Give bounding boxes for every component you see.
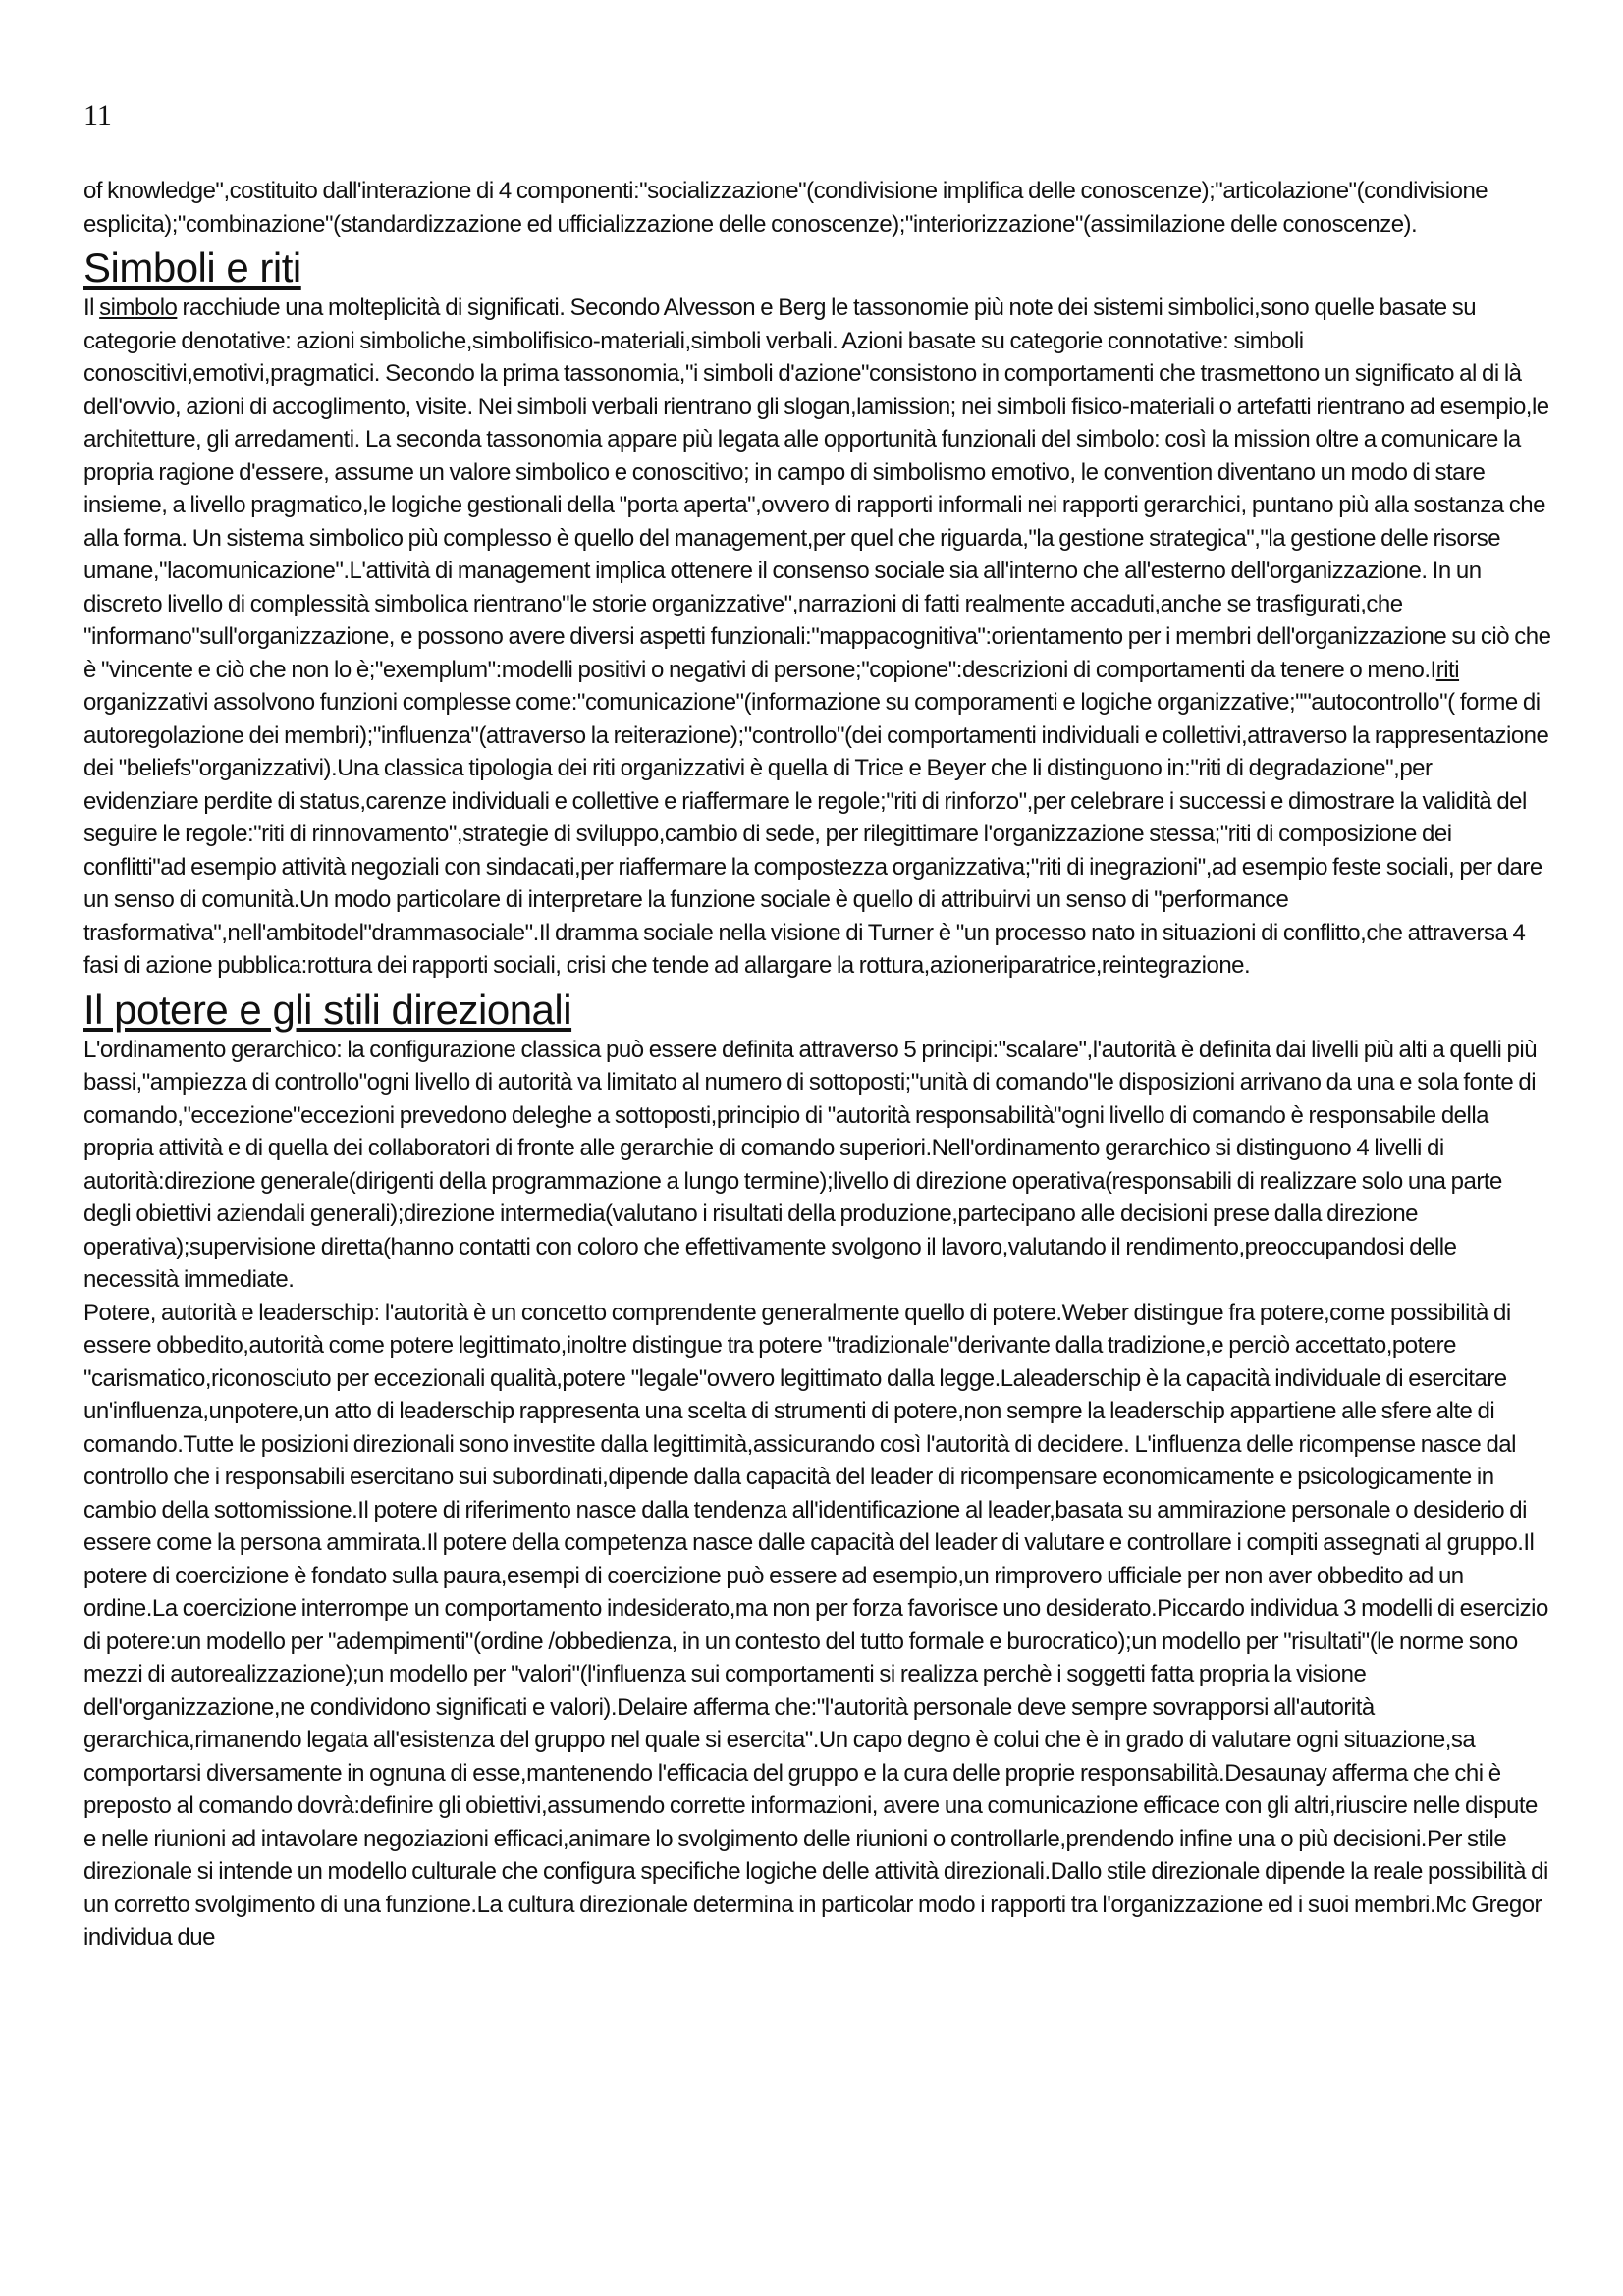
simbolo-link[interactable]: simbolo	[99, 294, 178, 321]
intro-paragraph: of knowledge",costituito dall'interazione di 4 componenti:"socializzazione"(condivisione implifica delle conoscenze);"articolazione"(condivisione esplicita);"combinazione"(standardizzazione ed ufficializzazione delle conoscenze);"interiorizzazione"(assimilazione delle conoscenze).	[83, 178, 1488, 238]
simboli-body: racchiude una molteplicità di significati. Secondo Alvesson e Berg le tassonomie più note dei sistemi simbolici,sono quelle basate su categorie denotative: azioni simboliche,simbolifisico-materiali,simboli verbali. Azioni basate su categorie connotative: simboli conoscitivi,emotivi,pragmatici. Secondo la prima tassonomia,"i simboli d'azione"consistono in comportamenti che trasmettono un significato al di là dell'ovvio, azioni di accoglimento, visite. Nei simboli verbali rientrano gli slogan,lamission; nei simboli fisico-materiali o artefatti rientrano ad esempio,le architetture, gli arredamenti. La seconda tassonomia appare più legata alle opportunità funzionali del simbolo: così la mission oltre a comunicare la propria ragione d'essere, assume un valore simbolico e conoscitivo; in campo di simbolismo emotivo, le convention diventano un modo di stare insieme, a livello pragmatico,le logiche gestionali della "porta aperta",ovvero di rapporti informali nei rapporti gerarchici, puntano più alla sostanza che alla forma. Un sistema simbolico più complesso è quello del management,per quel che riguarda,"la gestione strategica","la gestione delle risorse umane,"lacomunicazione".L'attività di management implica ottenere il consenso sociale sia all'interno che all'esterno dell'organizzazione. In un discreto livello di complessità simbolica rientrano"le storie organizzative",narrazioni di fatti realmente accaduti,anche se trasfigurati,che "informano"sull'organizzazione, e possono avere diversi aspetti funzionali:"mappacognitiva":orientamento per i membri dell'organizzazione su ciò che è "vincente e ciò che non lo è;"exemplum":modelli positivi o negativi di persone;"copione":descrizioni di comportamenti da tenere o meno.I	[83, 294, 1551, 683]
riti-body: organizzativi assolvono funzioni complesse come:"comunicazione"(informazione su comporamenti e logiche organizzative;""autocontrollo"( forme di autoregolazione dei membri);"influenza"(attraverso la reiterazione);"controllo"(dei comportamenti individuali e collettivi,attraverso la rappresentazione dei "beliefs"organizzativi).Una classica tipologia dei riti organizzativi è quella di Trice e Beyer che li distinguono in:"riti di degradazione",per evidenziare perdite di status,carenze individuali e collettive e riaffermare le regole;"riti di rinforzo",per celebrare i successi e dimostrare la validità del seguire le regole:"riti di rinnovamento",strategie di sviluppo,cambio di sede, per rilegittimare l'organizzazione stessa;"riti di composizione dei conflitti"ad esempio attività negoziali con sindacati,per riaffermare la compostezza organizzativa;"riti di inegrazioni",ad esempio feste sociali, per dare un senso di comunità.Un modo particolare di interpretare la funzione sociale è quello di attribuirvi un senso di "performance trasformativa",nell'ambitodel"drammasociale".Il dramma sociale nella visione di Turner è "un processo nato in situazioni di conflitto,che attraversa 4 fasi di azione pubblica:rottura dei rapporti sociali, crisi che tende ad allargare la rottura,azioneriparatrice,reintegrazione.	[83, 689, 1549, 979]
section-heading-simboli-e-riti: Simboli e riti	[83, 244, 301, 291]
simboli-lead: Il	[83, 294, 100, 321]
riti-link[interactable]: riti	[1435, 656, 1460, 683]
ordinamento-paragraph: L'ordinamento gerarchico: la configurazione classica può essere definita attraverso 5 principi:"scalare",l'autorità è definita dai livelli più alti a quelli più bassi,"ampiezza di controllo"ogni livello di autorità va limitato al numero di sottoposti;"unità di comando"le disposizioni arrivano da una e sola fonte di comando,"eccezione"eccezioni prevedono deleghe a sottoposti,principio di "autorità responsabilità"ogni livello di comando è responsabile della propria attività e di quella dei collaboratori di fronte alle gerarchie di comando superiori.Nell'ordinamento gerarchico si distinguono 4 livelli di autorità:direzione generale(dirigenti della programmazione a lungo termine);livello di direzione operativa(responsabili di realizzare solo una parte degli obiettivi aziendali generali);direzione intermedia(valutano i risultati della produzione,partecipano alle decisioni prese dalla direzione operativa);supervisione diretta(hanno contatti con coloro che effettivamente svolgono il lavoro,valutando il rendimento,preoccupandosi delle necessità immediate.	[83, 1036, 1538, 1293]
simboli-paragraph	[83, 292, 1551, 983]
page-content	[83, 175, 1551, 1954]
page-number: 11	[83, 99, 112, 132]
potere-paragraph: Potere, autorità e leaderschip: l'autorità è un concetto comprendente generalmente quello di potere.Weber distingue fra potere,come possibilità di essere obbedito,autorità come potere legittimato,inoltre distingue tra potere "tradizionale"derivante dalla tradizione,e perciò accettato,potere "carismatico,riconosciuto per eccezionali qualità,potere "legale"ovvero legittimato dalla legge.Laleaderschip è la capacità individuale di esercitare un'influenza,unpotere,un atto di leaderschip rappresenta una scelta di strumenti di potere,non sempre la leaderschip appartiene alle sfere alte di comando.Tutte le posizioni direzionali sono investite dalla legittimità,assicurando così l'autorità di decidere. L'influenza delle ricompense nasce dal controllo che i responsabili esercitano sui subordinati,dipende dalla capacità del leader di ricompensare economicamente e psicologicamente in cambio della sottomissione.Il potere di riferimento nasce dalla tendenza all'identificazione al leader,basata su ammirazione personale o desiderio di essere come la persona ammirata.Il potere della competenza nasce dalle capacità del leader di valutare e controllare i compiti assegnati al gruppo.Il potere di coercizione è fondato sulla paura,esempi di coercizione può essere ad esempio,un rimprovero ufficiale per non aver obbedito ad un ordine.La coercizione interrompe un comportamento indesiderato,ma non per forza favorisce uno desiderato.Piccardo individua 3 modelli di esercizio di potere:un modello per "adempimenti"(ordine /obbedienza, in un contesto del tutto formale e burocratico);un modello per "risultati"(le norme sono mezzi di autorealizzazione);un modello per "valori"(l'influenza sui comportamenti si realizza perchè i soggetti fatta propria la visione dell'organizzazione,ne condividono significati e valori).Delaire afferma che:"l'autorità personale deve sempre sovrapporsi all'autorità gerarchica,rimanendo legata all'esistenza del gruppo nel quale si esercita".Un capo degno è colui che è in grado di valutare ogni situazione,sa comportarsi diversamente in ognuna di esse,mantenendo l'efficacia del gruppo e la cura delle proprie responsabilità.Desaunay afferma che chi è preposto al comando dovrà:definire gli obiettivi,assumendo corrette informazioni, avere una comunicazione efficace con gli altri,riuscire nelle dispute e nelle riunioni ad intavolare negoziazioni efficaci,animare lo svolgimento delle riunioni o controllarle,prendendo infine una o più decisioni.Per stile direzionale si intende un modello culturale che configura specifiche logiche delle attività direzionali.Dallo stile direzionale dipende la reale possibilità di un corretto svolgimento di una funzione.La cultura direzionale determina in particolar modo i rapporti tra l'organizzazione ed i suoi membri.Mc Gregor individua due	[83, 1299, 1548, 1950]
section-heading-potere: Il potere e gli stili direzionali	[83, 986, 572, 1033]
